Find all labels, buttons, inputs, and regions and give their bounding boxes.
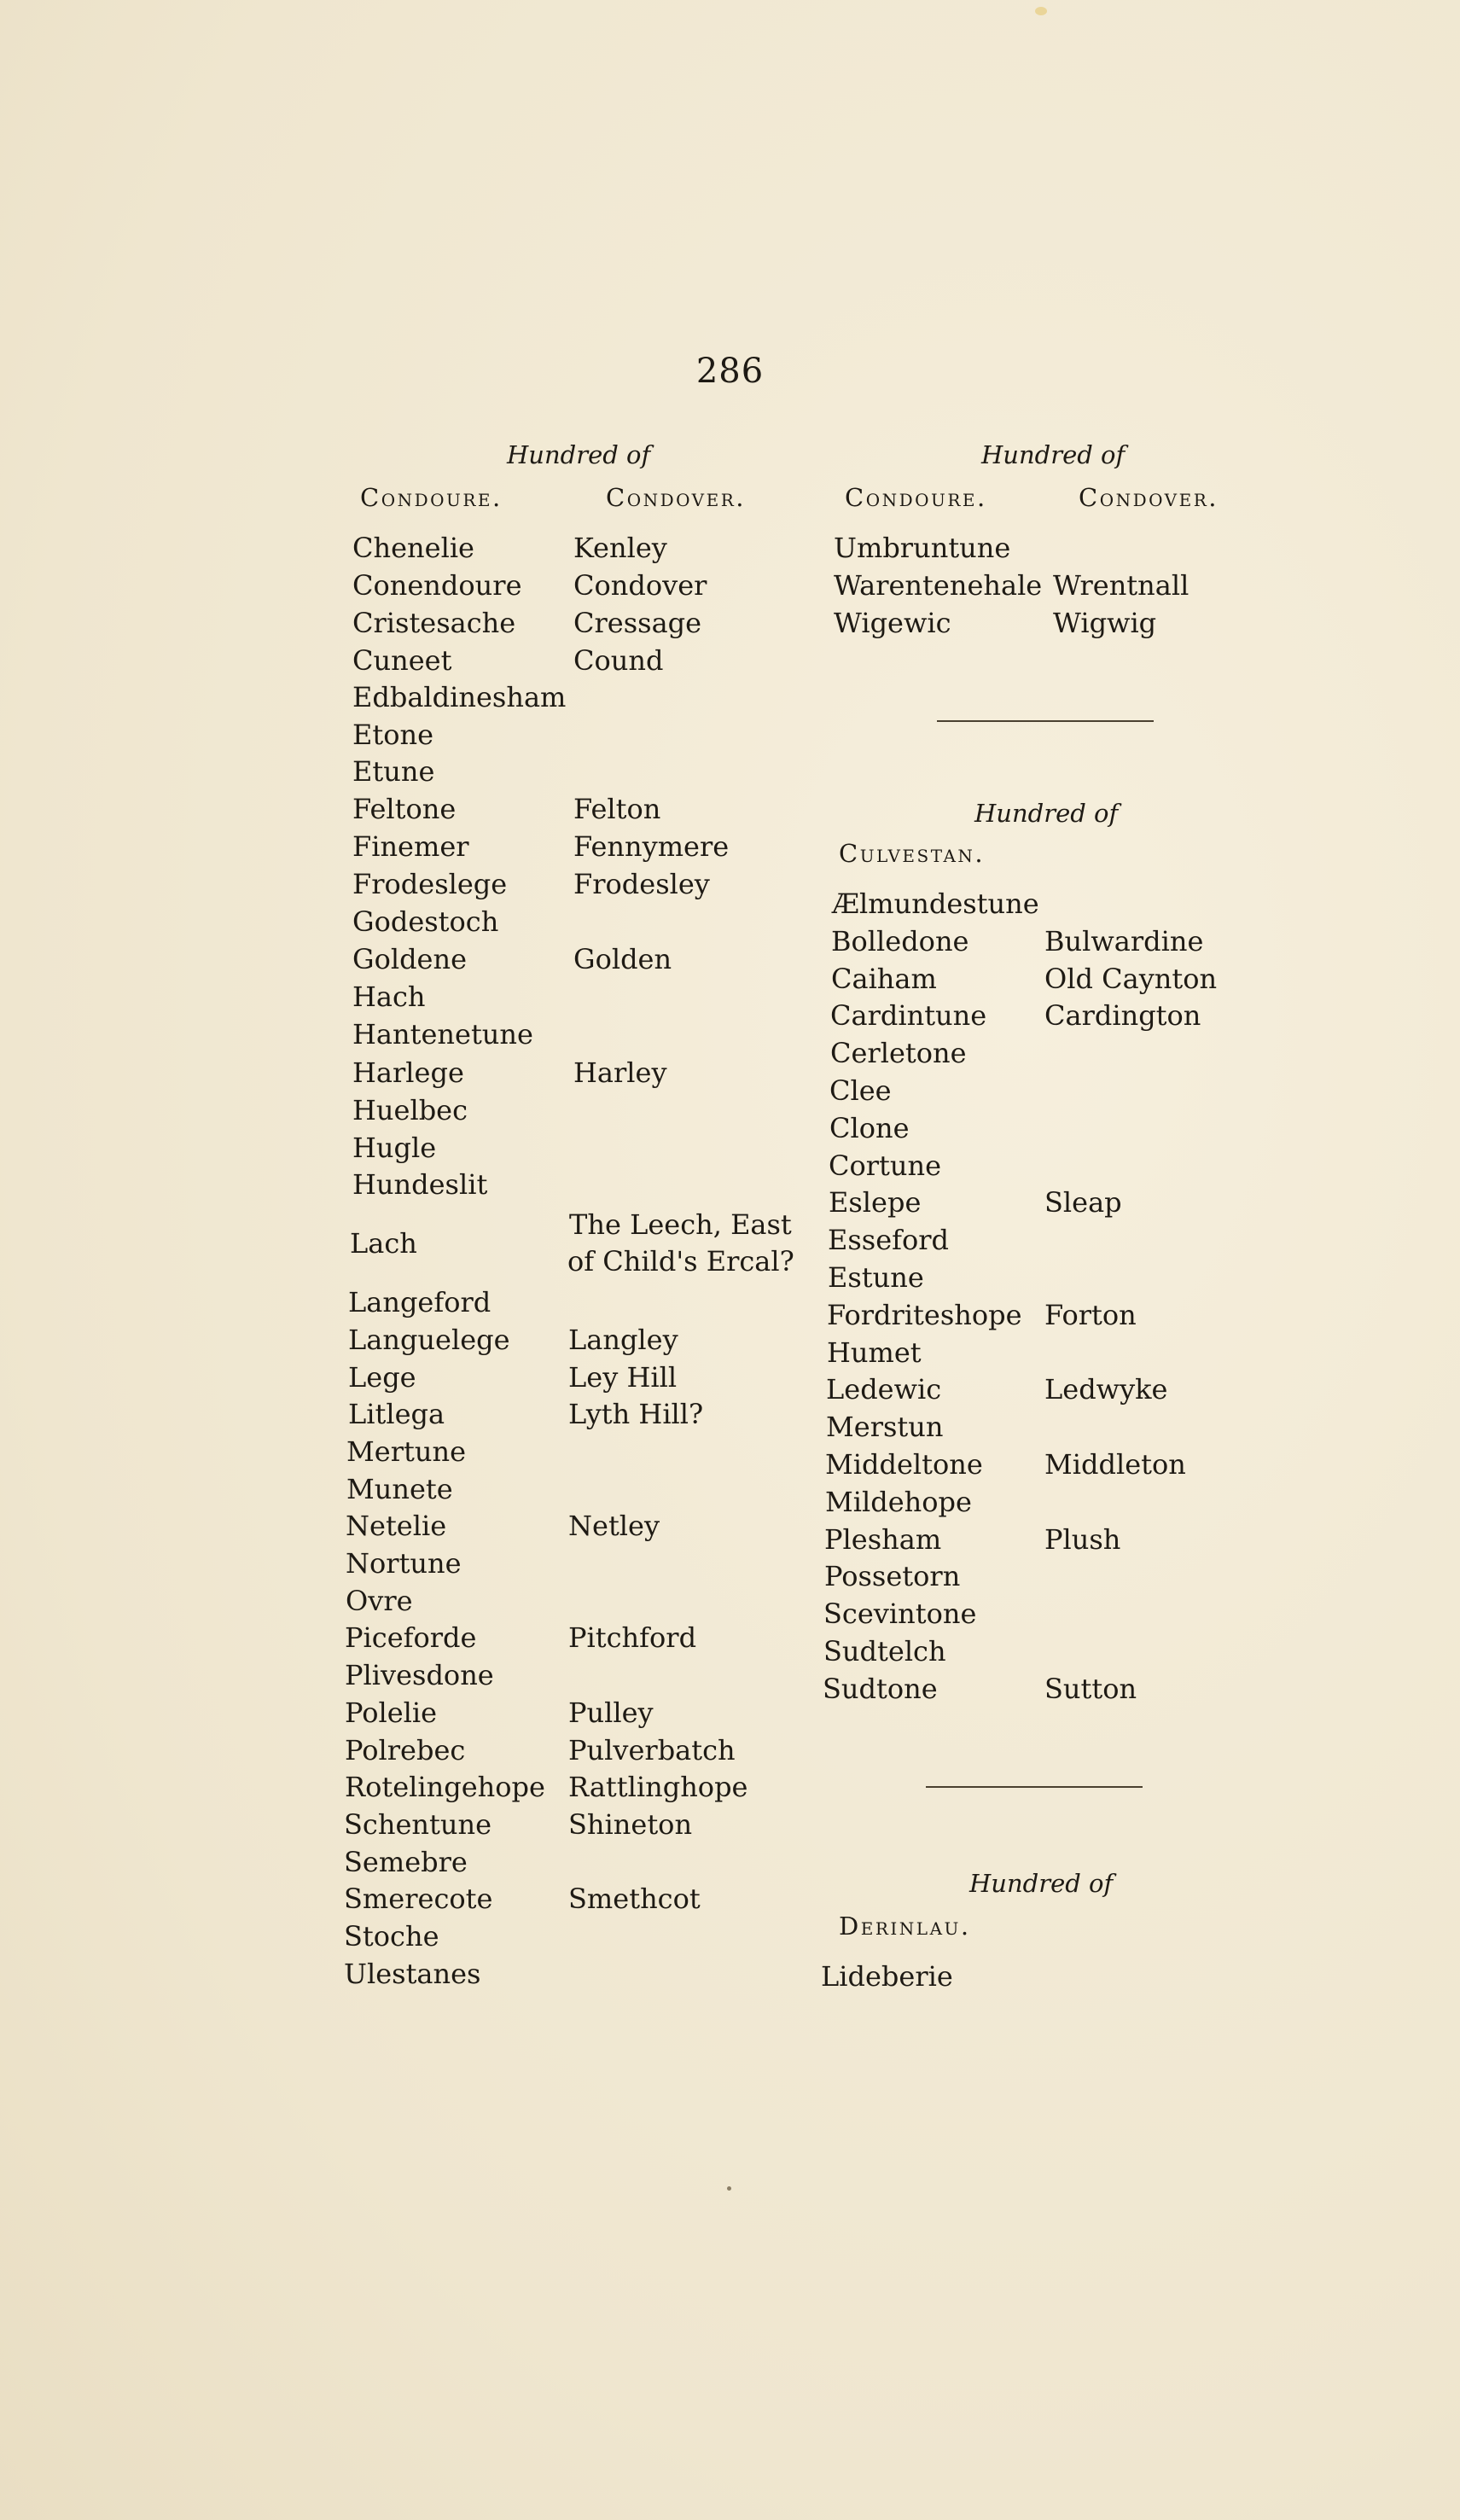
left-modern-name: Condover xyxy=(573,569,707,602)
derinlau-header: Derinlau. xyxy=(839,1912,971,1941)
left-old-name: Polelie xyxy=(345,1696,438,1729)
culvestan-modern-name: Old Caynton xyxy=(1044,963,1218,995)
culvestan-modern-name: Middleton xyxy=(1044,1448,1186,1481)
right-condoure-modern-name: Wigwig xyxy=(1053,607,1157,639)
culvestan-old-name: Cerletone xyxy=(830,1037,967,1069)
culvestan-modern-name: Forton xyxy=(1044,1299,1137,1331)
right-condoure-old-name: Umbruntune xyxy=(834,532,1011,564)
left-old-name: Langeford xyxy=(348,1286,492,1318)
left-old-name: Rotelingehope xyxy=(345,1771,545,1803)
culvestan-old-name: Eslepe xyxy=(829,1186,922,1219)
section-divider xyxy=(937,720,1154,722)
left-modern-name: Frodesley xyxy=(573,868,710,900)
left-old-name: Cuneet xyxy=(352,644,452,677)
culvestan-modern-name: Sleap xyxy=(1044,1186,1122,1219)
left-old-name: Polrebec xyxy=(345,1734,466,1766)
culvestan-modern-name: Ledwyke xyxy=(1044,1373,1168,1405)
left-old-name: Litlega xyxy=(348,1398,445,1430)
left-old-name: Mertune xyxy=(346,1435,467,1468)
left-modern-name: Shineton xyxy=(568,1808,693,1841)
culvestan-old-name: Estune xyxy=(828,1261,924,1294)
left-old-name: Lege xyxy=(348,1361,416,1394)
left-modern-name: Cressage xyxy=(573,607,702,639)
left-old-name: Languelege xyxy=(348,1324,510,1356)
left-modern-name: of Child's Ercal? xyxy=(567,1245,794,1277)
culvestan-modern-name: Plush xyxy=(1044,1523,1121,1556)
left-modern-name: Pulley xyxy=(568,1696,654,1729)
left-old-name: Netelie xyxy=(346,1510,447,1542)
culvestan-old-name: Bolledone xyxy=(831,925,969,957)
culvestan-old-name: Plesham xyxy=(824,1523,942,1556)
left-old-name: Feltone xyxy=(352,793,457,825)
culvestan-old-name: Esseford xyxy=(828,1224,950,1256)
left-old-name: Huelbec xyxy=(352,1094,468,1126)
left-modern-name: Netley xyxy=(568,1510,660,1542)
left-old-name: Finemer xyxy=(352,830,469,863)
left-old-name: Etone xyxy=(352,719,434,751)
culvestan-old-name: Possetorn xyxy=(824,1560,961,1592)
left-old-name: Ovre xyxy=(346,1585,413,1617)
left-old-name: Nortune xyxy=(346,1547,462,1580)
culvestan-old-name: Ælmundestune xyxy=(832,888,1039,920)
left-old-name: Hantenetune xyxy=(352,1018,533,1050)
right-condoure-heading: Hundred of xyxy=(981,440,1126,469)
page-number: 286 xyxy=(695,352,765,391)
left-old-name: Goldene xyxy=(352,943,468,975)
culvestan-old-name: Middeltone xyxy=(825,1448,983,1481)
left-modern-name: Lyth Hill? xyxy=(568,1398,704,1430)
culvestan-modern-name: Cardington xyxy=(1044,999,1201,1032)
left-old-name: Munete xyxy=(346,1473,453,1505)
left-modern-name: Pulverbatch xyxy=(568,1734,736,1766)
culvestan-old-name: Scevintone xyxy=(823,1598,977,1630)
left-hundred-heading: Hundred of xyxy=(507,440,651,469)
left-old-name: Chenelie xyxy=(352,532,474,564)
culvestan-old-name: Cardintune xyxy=(830,999,987,1032)
left-modern-name: Fennymere xyxy=(573,830,730,863)
left-old-name: Hach xyxy=(352,981,426,1013)
left-modern-name: Pitchford xyxy=(568,1621,697,1654)
left-old-name: Frodeslege xyxy=(352,868,508,900)
left-modern-name: Smethcot xyxy=(568,1883,701,1915)
left-old-name: Piceforde xyxy=(345,1621,477,1654)
culvestan-old-name: Clone xyxy=(829,1112,910,1144)
left-old-name: Edbaldinesham xyxy=(352,681,567,713)
left-old-name: Cristesache xyxy=(352,607,516,639)
left-modern-name: Felton xyxy=(573,793,661,825)
left-old-name: Schentune xyxy=(344,1808,492,1841)
left-old-name: Harlege xyxy=(352,1056,464,1089)
culvestan-old-name: Ledewic xyxy=(826,1373,942,1405)
left-old-name: Ulestanes xyxy=(344,1958,481,1990)
left-modern-name: The Leech, East xyxy=(569,1208,792,1241)
left-old-name: Godestoch xyxy=(352,905,499,938)
left-col1-header: Condoure. xyxy=(360,483,503,512)
culvestan-old-name: Clee xyxy=(829,1074,892,1107)
left-old-name: Etune xyxy=(352,755,435,788)
left-modern-name: Rattlinghope xyxy=(568,1771,748,1803)
left-old-name: Smerecote xyxy=(344,1883,493,1915)
culvestan-old-name: Merstun xyxy=(826,1411,944,1443)
right-condoure-old-name: Warentenehale xyxy=(834,569,1043,602)
culvestan-old-name: Sudtone xyxy=(823,1673,938,1705)
culvestan-modern-name: Bulwardine xyxy=(1044,925,1204,957)
left-modern-name: Langley xyxy=(568,1324,678,1356)
culvestan-old-name: Sudtelch xyxy=(823,1635,946,1667)
right-condoure-old-name: Wigewic xyxy=(834,607,951,639)
culvestan-modern-name: Sutton xyxy=(1044,1673,1137,1705)
left-modern-name: Ley Hill xyxy=(568,1361,678,1394)
culvestan-old-name: Fordriteshope xyxy=(827,1299,1022,1331)
left-old-name: Semebre xyxy=(344,1846,468,1878)
culvestan-old-name: Cortune xyxy=(829,1149,942,1182)
derinlau-old-name: Lideberie xyxy=(821,1960,953,1993)
left-old-name: Plivesdone xyxy=(345,1659,494,1691)
left-modern-name: Harley xyxy=(573,1056,667,1089)
right-col2-header: Condover. xyxy=(1079,483,1219,512)
right-condoure-modern-name: Wrentnall xyxy=(1053,569,1190,602)
left-col2-header: Condover. xyxy=(606,483,746,512)
paper-speck xyxy=(727,2186,731,2191)
section-divider xyxy=(926,1786,1143,1788)
culvestan-old-name: Humet xyxy=(827,1336,922,1369)
right-col1-header: Condoure. xyxy=(845,483,987,512)
left-old-name: Conendoure xyxy=(352,569,522,602)
left-modern-name: Kenley xyxy=(573,532,667,564)
culvestan-old-name: Caiham xyxy=(831,963,937,995)
paper-stain xyxy=(1035,7,1047,15)
derinlau-heading: Hundred of xyxy=(969,1869,1114,1898)
culvestan-old-name: Mildehope xyxy=(825,1486,972,1518)
left-old-name: Lach xyxy=(350,1227,417,1260)
left-modern-name: Golden xyxy=(573,943,672,975)
left-old-name: Hugle xyxy=(352,1132,437,1164)
left-old-name: Stoche xyxy=(344,1920,439,1953)
culvestan-header: Culvestan. xyxy=(839,839,986,868)
culvestan-heading: Hundred of xyxy=(974,799,1119,828)
left-modern-name: Cound xyxy=(573,644,664,677)
left-old-name: Hundeslit xyxy=(352,1168,488,1201)
